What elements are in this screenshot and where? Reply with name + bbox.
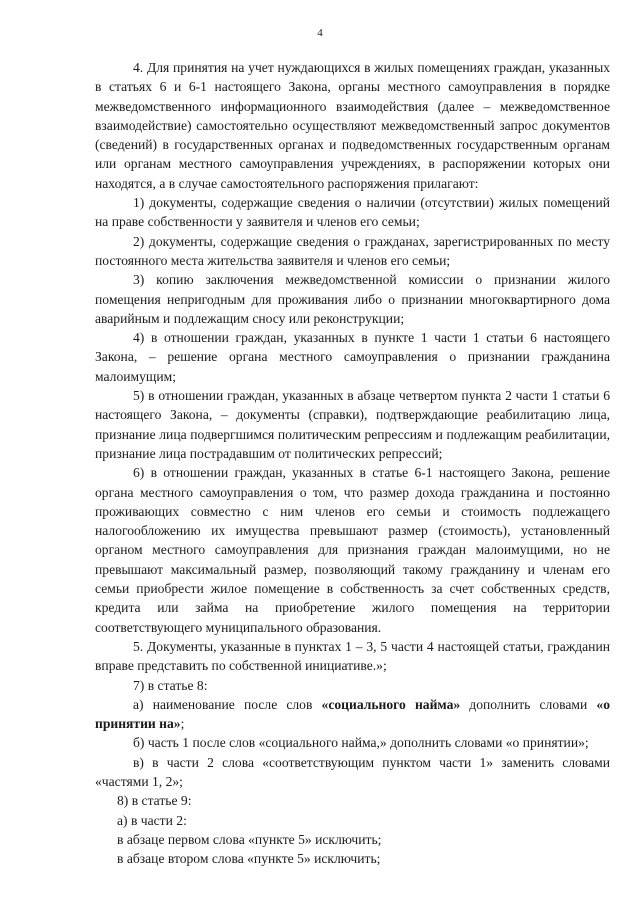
paragraph-4-item-6: 6) в отношении граждан, указанных в статье 6-1 настоящего Закона, решение органа местного самоуправления о том, что размер дохода гражданина и постоянно проживающих совместно с ним членов его семьи и стоимость подлежащего налогообложению их имущества превышают размер (стоимость), установленный органом местного самоуправления для признания граждан малоимущими, но не превышают максимальный размер, позволяющий такому гражданину и членам его семьи приобрести жилое помещение в собственность за счет собственных средств, кредита или займа на приобретение жилого помещения на территории соответствующего муниципального образования. bbox=[95, 465, 610, 635]
item-a-bold-phrase-1: «социального найма» bbox=[321, 696, 461, 712]
amendment-8: 8) в статье 9: bbox=[117, 793, 192, 809]
amendment-7: 7) в статье 8: bbox=[133, 677, 208, 693]
document-body bbox=[95, 58, 610, 868]
paragraph-4: 4. Для принятия на учет нуждающихся в жилых помещениях граждан, указанных в статьях 6 и 6-1 настоящего Закона, органы местного самоуправления в порядке межведомственного информационного взаимодействия (далее – межведомственное взаимодействие) самостоятельно осуществляют межведомственный запрос документов (сведений) в государственных органах и подведомственных государственным органам или органам местного самоуправления учреждениях, в распоряжении которых они находятся, а в случае самостоятельного распоряжения прилагают: bbox=[95, 60, 610, 191]
amendment-7-item-v: в) в части 2 слова «соответствующим пунктом части 1» заменить словами «частями 1, 2»; bbox=[95, 754, 610, 789]
item-a-prefix: а) наименование после слов bbox=[133, 696, 322, 712]
amendment-8-item-a: а) в части 2: bbox=[117, 812, 187, 828]
paragraph-4-item-4: 4) в отношении граждан, указанных в пункте 1 части 1 статьи 6 настоящего Закона, – решение органа местного самоуправления о признании гражданина малоимущим; bbox=[95, 330, 610, 384]
paragraph-4-item-3: 3) копию заключения межведомственной комиссии о признании жилого помещения непригодным для проживания либо о признании многоквартирного дома аварийным и подлежащим сносу или реконструкции; bbox=[95, 272, 610, 326]
amendment-7-item-a bbox=[95, 695, 610, 734]
paragraph-4-item-2: 2) документы, содержащие сведения о гражданах, зарегистрированных по месту постоянного места жительства заявителя и членов его семьи; bbox=[95, 233, 610, 268]
item-a-bold-phrase-2: «о принятии на» bbox=[95, 696, 610, 732]
item-a-suffix: ; bbox=[180, 716, 185, 732]
amendment-7-item-b: б) часть 1 после слов «социального найма,» дополнить словами «о принятии»; bbox=[133, 735, 589, 751]
amendment-8-line-1: в абзаце первом слова «пункте 5» исключить; bbox=[117, 831, 382, 847]
paragraph-4-item-1: 1) документы, содержащие сведения о наличии (отсутствии) жилых помещений на праве собственности у заявителя и членов его семьи; bbox=[95, 195, 610, 230]
amendment-8-line-2: в абзаце втором слова «пункте 5» исключить; bbox=[117, 851, 381, 867]
paragraph-4-item-5: 5) в отношении граждан, указанных в абзаце четвертом пункта 2 части 1 статьи 6 настоящего Закона, – документы (справки), подтверждающие реабилитацию лица, признание лица подвергшимся политическим репрессиям и подлежащим реабилитации, признание лица пострадавшим от политических репрессий; bbox=[95, 388, 610, 461]
item-a-middle: дополнить словами bbox=[460, 696, 597, 712]
page-number: 4 bbox=[317, 27, 323, 39]
paragraph-5: 5. Документы, указанные в пунктах 1 – 3, 5 части 4 настоящей статьи, гражданин вправе представить по собственной инициативе.»; bbox=[95, 638, 610, 674]
